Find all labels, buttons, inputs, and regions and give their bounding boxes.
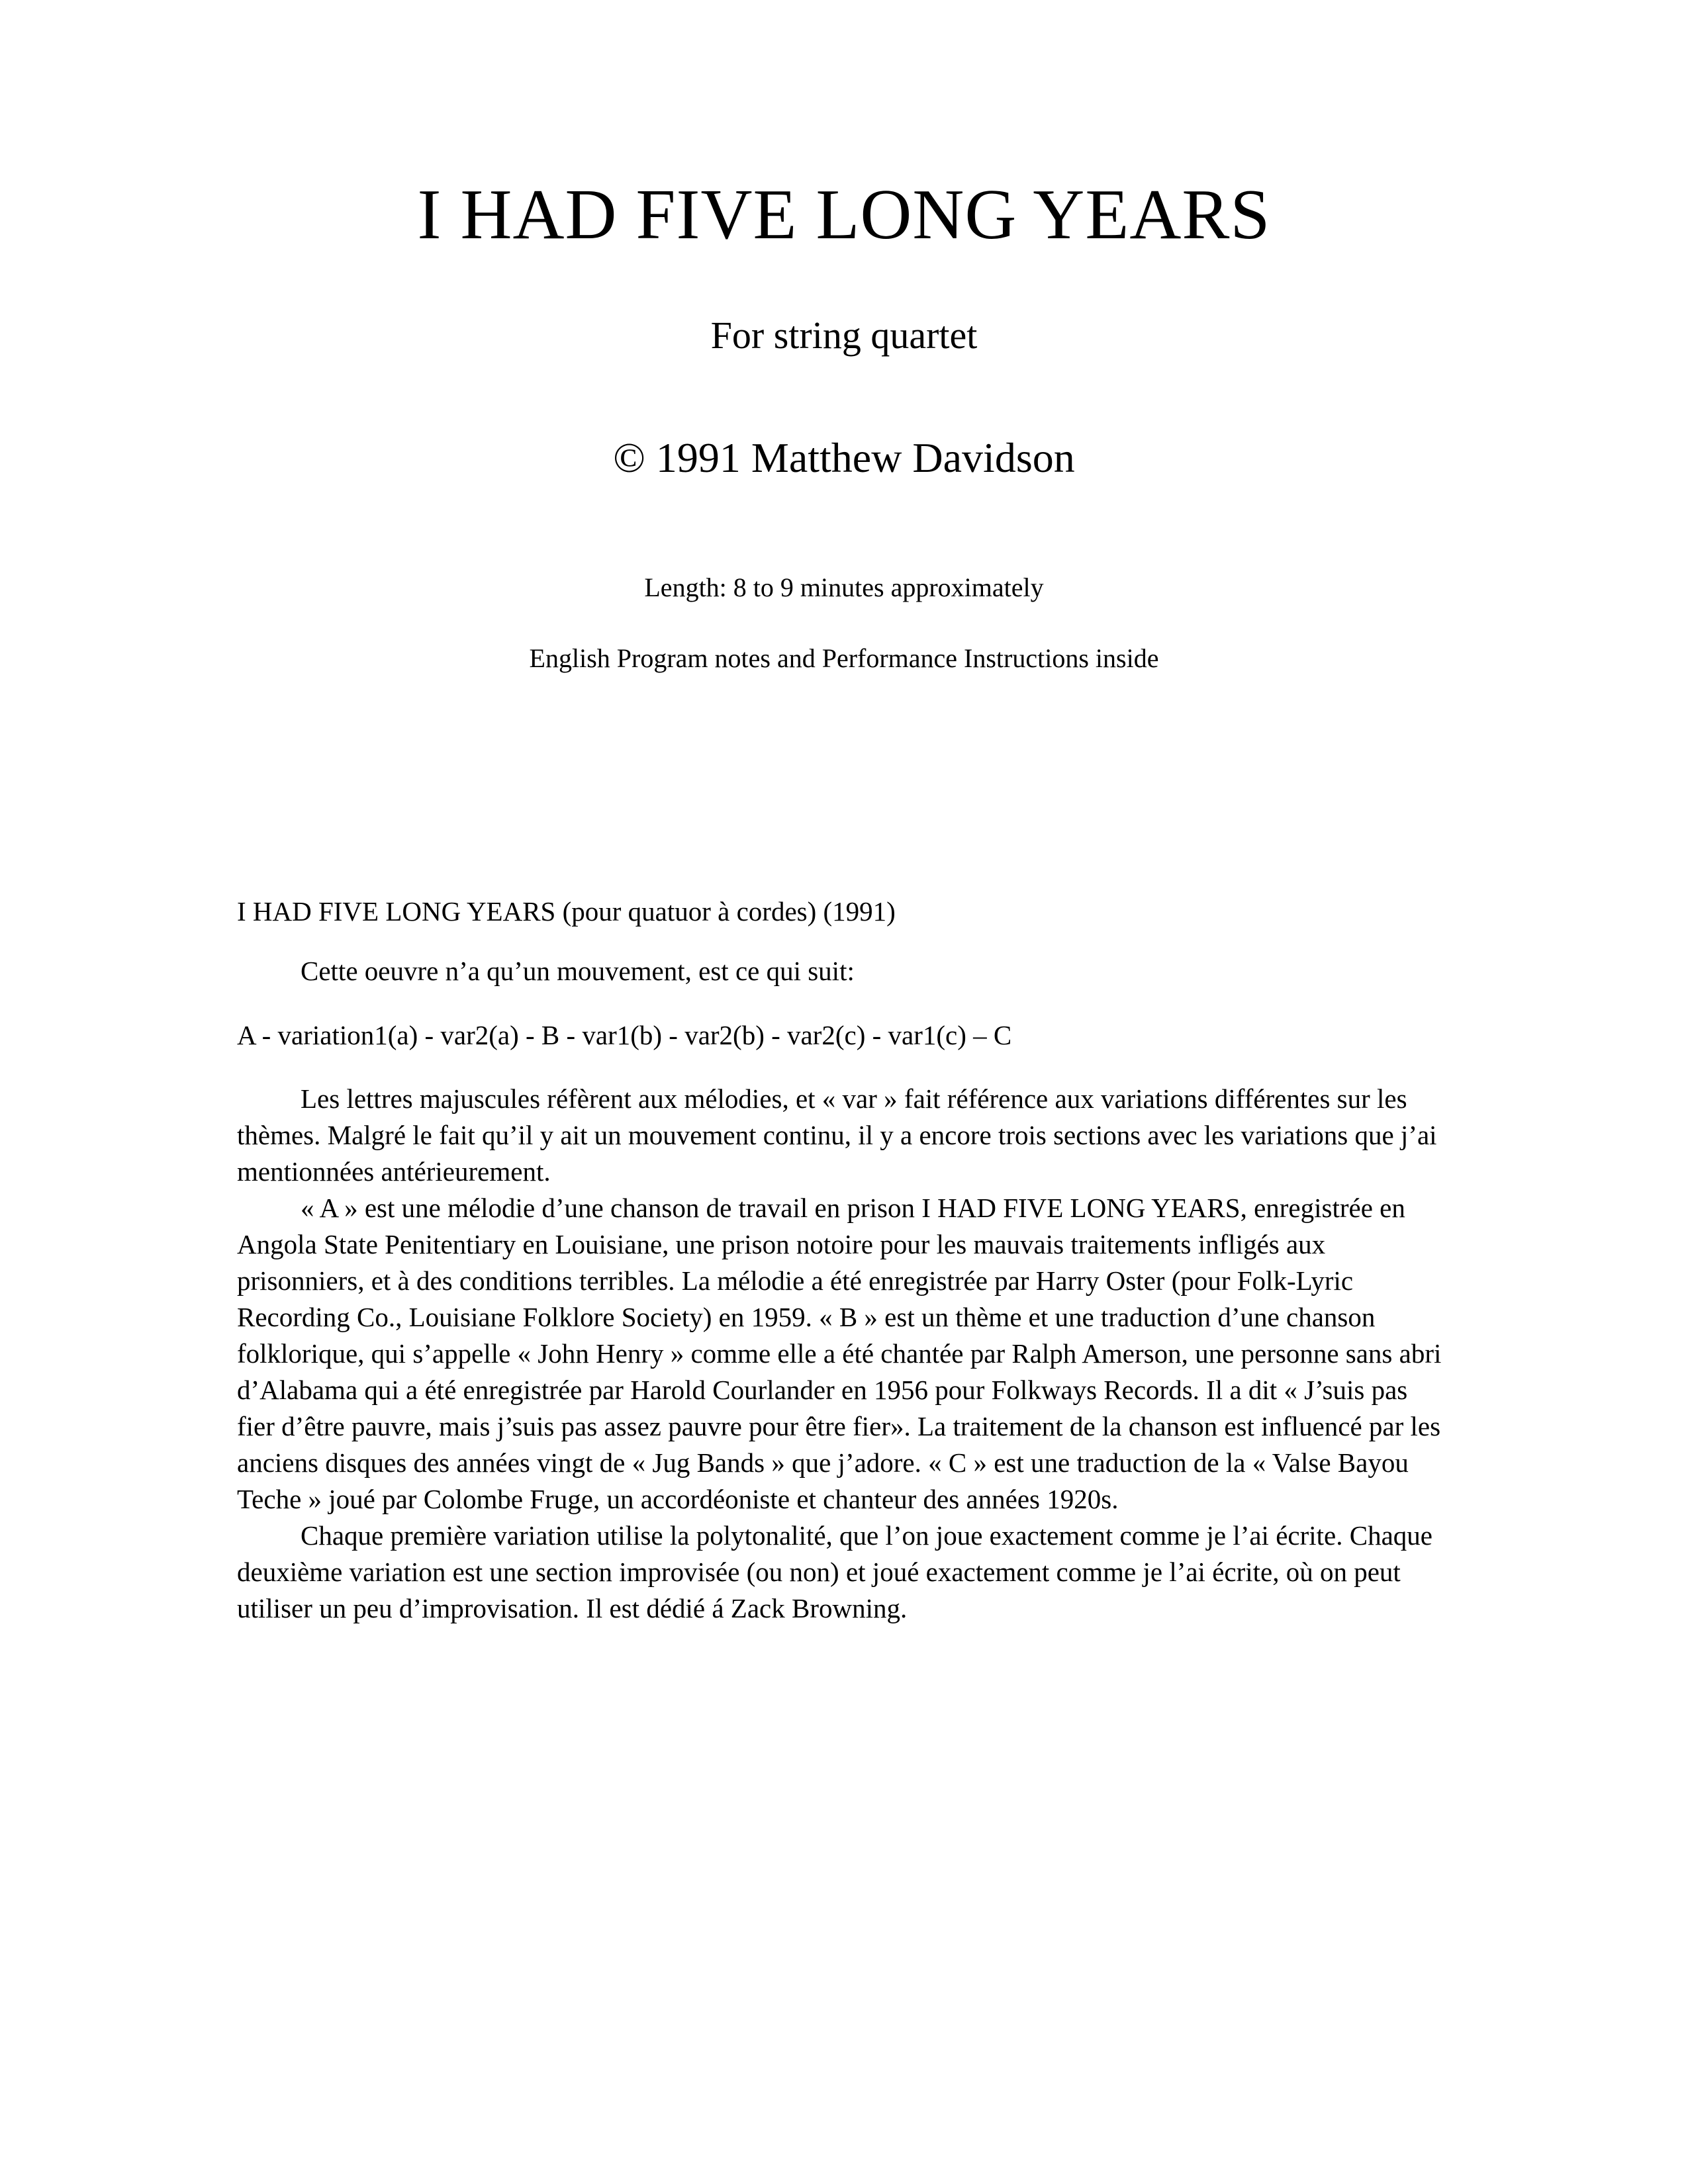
program-notes-paragraph-1: Les lettres majuscules réfèrent aux mélodies, et « var » fait référence aux variations différentes sur les thèmes. Malgré le fait qu’il y ait un mouvement continu, il y a encore trois sections avec les variations que j’ai mentionnées antérieurement. [237, 1083, 1437, 1187]
program-notes-heading: I HAD FIVE LONG YEARS (pour quatuor à cordes) (1991) [237, 895, 896, 927]
program-notes-paragraph-2: « A » est une mélodie d’une chanson de travail en prison I HAD FIVE LONG YEARS, enregistrée en Angola State Penitentiary en Louisiane, une prison notoire pour les mauvais traitements infligés aux prisonniers, et à des conditions terribles. La mélodie a été enregistrée par Harry Oster (pour Folk-Lyric Recording Co., Louisiane Folklore Society) en 1959. « B » est un thème et une traduction d’une chanson folklorique, qui s’appelle « John Henry » comme elle a été chantée par Ralph Amerson, une personne sans abri d’Alabama qui a été enregistrée par Harold Courlander en 1956 pour Folkways Records. Il a dit « J’suis pas fier d’être pauvre, mais j’suis pas assez pauvre pour être fier». La traitement de la chanson est influencé par les anciens disques des années vingt de « Jug Bands » que j’adore. « C » est une traduction de la « Valse Bayou Teche » joué par Colombe Fruge, un accordéoniste et chanteur des années 1920s. [237, 1193, 1442, 1514]
instrumentation-subtitle: For string quartet [710, 314, 978, 357]
cover-block [0, 0, 1688, 673]
form-scheme-line: A - variation1(a) - var2(a) - B - var1(b) - var2(b) - var2(c) - var1(c) – C [237, 1019, 1012, 1050]
program-notes-body [237, 1053, 1442, 1626]
copyright-line: © 1991 Matthew Davidson [613, 434, 1075, 482]
program-notes-paragraph-3: Chaque première variation utilise la polytonalité, que l’on joue exactement comme je l’ai écrite. Chaque deuxième variation est une section improvisée (ou non) et joué exactement comme je l’ai écrite, où on peut utiliser un peu d’improvisation. Il est dédié á Zack Browning. [237, 1520, 1432, 1623]
duration-note: Length: 8 to 9 minutes approximately [644, 572, 1044, 602]
program-notes-intro: Cette oeuvre n’a qu’un mouvement, est ce qui suit: [301, 955, 855, 986]
program-notes-block [0, 673, 1688, 1627]
language-note: English Program notes and Performance Instructions inside [529, 643, 1159, 673]
page-title: I HAD FIVE LONG YEARS [417, 175, 1271, 254]
